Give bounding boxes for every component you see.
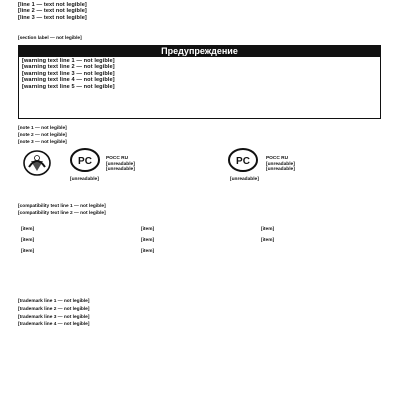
compat-item: [item] [141,249,155,254]
trademark-line: [trademark line 2 — not legible] [18,307,90,312]
note-line: [note 3 — not legible] [18,140,67,145]
compat-item [261,249,381,260]
trademark-line: [trademark line 3 — not legible] [18,315,90,320]
compat-row [21,227,381,238]
cert-label: РОСС RU [266,156,289,161]
compat-item: [item] [141,238,155,243]
compat-row [21,249,381,260]
trademark-line: [trademark line 1 — not legible] [18,299,90,304]
trademark-line: [trademark line 4 — not legible] [18,322,90,327]
compat-row [21,238,381,249]
svg-text:PC: PC [236,156,250,167]
cert-mark-label: [unreadable] [230,177,259,182]
top-line: [line 3 — text not legible] [18,14,87,21]
note-line: [note 1 — not legible] [18,126,67,131]
cert-mark-label: [unreadable] [70,177,99,182]
cert-sub: [unreadable] [266,161,295,167]
compat-item: [item] [141,227,155,232]
top-line: [line 2 — text not legible] [18,8,87,15]
cert-text-block [266,156,381,173]
warning-line: [warning text line 2 — not legible] [22,64,115,71]
compat-grid [21,227,381,260]
warning-line: [warning text line 3 — not legible] [22,70,115,77]
pct-certification-icon [68,146,102,176]
compat-item: [item] [21,249,35,254]
svg-text:PC: PC [78,156,92,167]
recycling-logo-icon [22,149,52,177]
cert-label: РОСС RU [106,156,129,161]
cert-text-block [106,156,216,173]
warning-line: [warning text line 5 — not legible] [22,83,115,90]
notes [18,126,383,147]
compat-item: [item] [21,227,35,232]
compat-item: [item] [21,238,35,243]
warning-line: [warning text line 1 — not legible] [22,58,115,64]
warning-title: Предупреждение [19,46,380,57]
warning-box [18,45,381,119]
note-line: [note 2 — not legible] [18,133,67,138]
compat-item: [item] [261,227,275,232]
warning-line: [warning text line 4 — not legible] [22,77,115,84]
section-label: [section label — not legible] [18,36,82,41]
pct-certification-icon [226,146,260,176]
trademark-notes [18,299,383,329]
top-line: [line 1 — text not legible] [18,2,87,8]
compat-intro-line: [compatibility text line 2 — not legible] [18,211,106,216]
cert-sub: [unreadable] [266,167,295,173]
top-paragraph [18,2,383,21]
compat-intro [18,204,383,218]
compat-item: [item] [261,238,275,243]
compat-intro-line: [compatibility text line 1 — not legible] [18,204,106,209]
cert-sub: [unreadable] [106,167,135,173]
cert-sub: [unreadable] [106,161,135,167]
